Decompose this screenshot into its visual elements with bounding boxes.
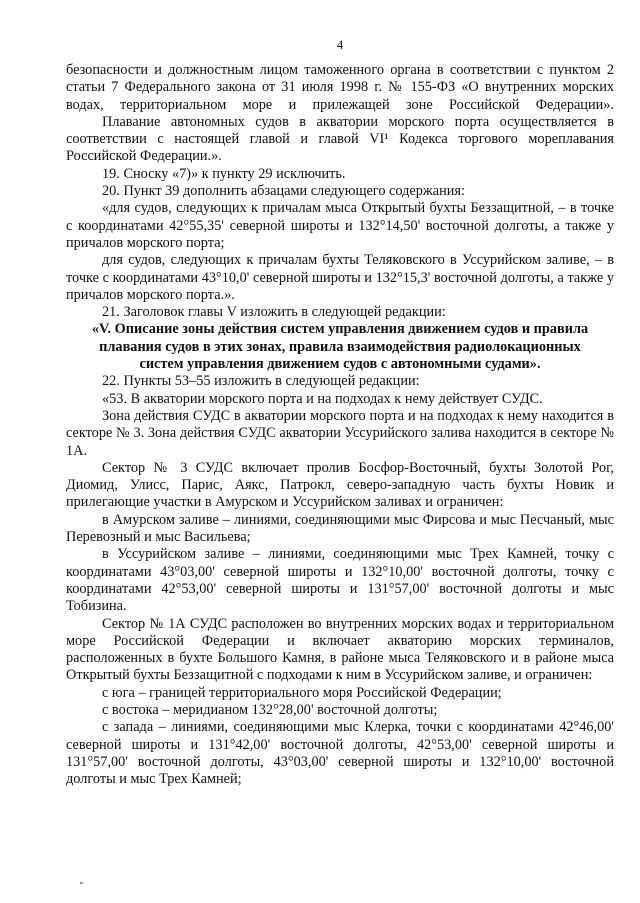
paragraph: с юга – границей территориального моря Российской Федерации; — [102, 684, 502, 701]
document-page — [66, 0, 614, 903]
paragraph: для судов, следующих к причалам бухты Теляковского в Уссурийском заливе, – в точке с координатами 43°10,0' северной широты и 132°15,3' восточной долготы, а также у причалов морского порта.». — [66, 252, 614, 303]
paragraph: 20. Пункт 39 дополнить абзацами следующего содержания: — [102, 183, 465, 200]
paragraph: 19. Сноску «7)» к пункту 29 исключить. — [102, 165, 346, 182]
paragraph: Сектор № 1А СУДС расположен во внутренних морских водах и территориальном море Российской Федерации и включает акваторию морских терминалов, расположенных в бухте Большого Камня, в районе мыса Теляковского и в районе мыса Открытый бухты Беззащитной с подходами к ним в Уссурийском заливе, и ограничен: — [66, 615, 614, 684]
paragraph: с востока – меридианом 132°28,00' восточной долготы; — [102, 701, 438, 718]
chapter-heading: «V. Описание зоны действия систем управления движением судов и правила плавания судов в этих зонах, правила взаимодействия радиолокационных систем управления движением судов с автономными судами». — [91, 321, 589, 373]
page-number: 4 — [336, 37, 344, 52]
paragraph: с запада – линиями, соединяющими мыс Клерка, точки с координатами 42°46,00' северной широты и 131°42,00' восточной долготы, 42°53,00' северной широты и 131°57,00' восточной долготы, 43°03,00' северной широты и 132°10,00' восточной долготы и мыс Трех Камней; — [66, 719, 614, 788]
paragraph: в Уссурийском заливе – линиями, соединяющими мыс Трех Камней, точку с координатами 43°03,00' северной широты и 132°10,00' восточной долготы, точку с координатами 42°53,00' северной широты и 131°57,00' восточной долготы и мыс Тобизина. — [66, 546, 614, 615]
paragraph: безопасности и должностным лицом таможенного органа в соответствии с пунктом 2 статьи 7 Федерального закона от 31 июля 1998 г. № 155-ФЗ «О внутренних морских водах, территориальном море и прилежащей зоне Российской Федерации». — [66, 62, 614, 113]
paragraph: «53. В акватории морского порта и на подходах к нему действует СУДС. — [102, 390, 543, 407]
document-body — [66, 62, 614, 788]
paragraph: Плавание автономных судов в акватории морского порта осуществляется в соответствии с настоящей главой и главой VI¹ Кодекса торгового мореплавания Российской Федерации.». — [66, 113, 614, 165]
paragraph: Зона действия СУДС в акватории морского порта и на подходах к нему находится в секторе № 3. Зона действия СУДС акватории Уссурийского залива находится в секторе № 1А. — [66, 407, 614, 459]
paragraph: 22. Пункты 53–55 изложить в следующей редакции: — [102, 373, 420, 390]
paragraph: 21. Заголовок главы V изложить в следующей редакции: — [102, 304, 446, 321]
paragraph: в Амурском заливе – линиями, соединяющими мыс Фирсова и мыс Песчаный, мыс Перевозный и мыс Васильева; — [66, 511, 614, 546]
scan-speck — [80, 882, 83, 884]
paragraph: «для судов, следующих к причалам мыса Открытый бухты Беззащитной, – в точке с координатами 42°55,35' северной широты и 132°14,50' восточной долготы, а также у причалов морского порта; — [66, 200, 614, 251]
paragraph: Сектор № 3 СУДС включает пролив Босфор-Восточный, бухты Золотой Рог, Диомид, Улисс, Парис, Аякс, Патрокл, северо-западную часть бухты Новик и прилегающие участки в Амурском и Уссурийском заливах и ограничен: — [66, 459, 614, 511]
